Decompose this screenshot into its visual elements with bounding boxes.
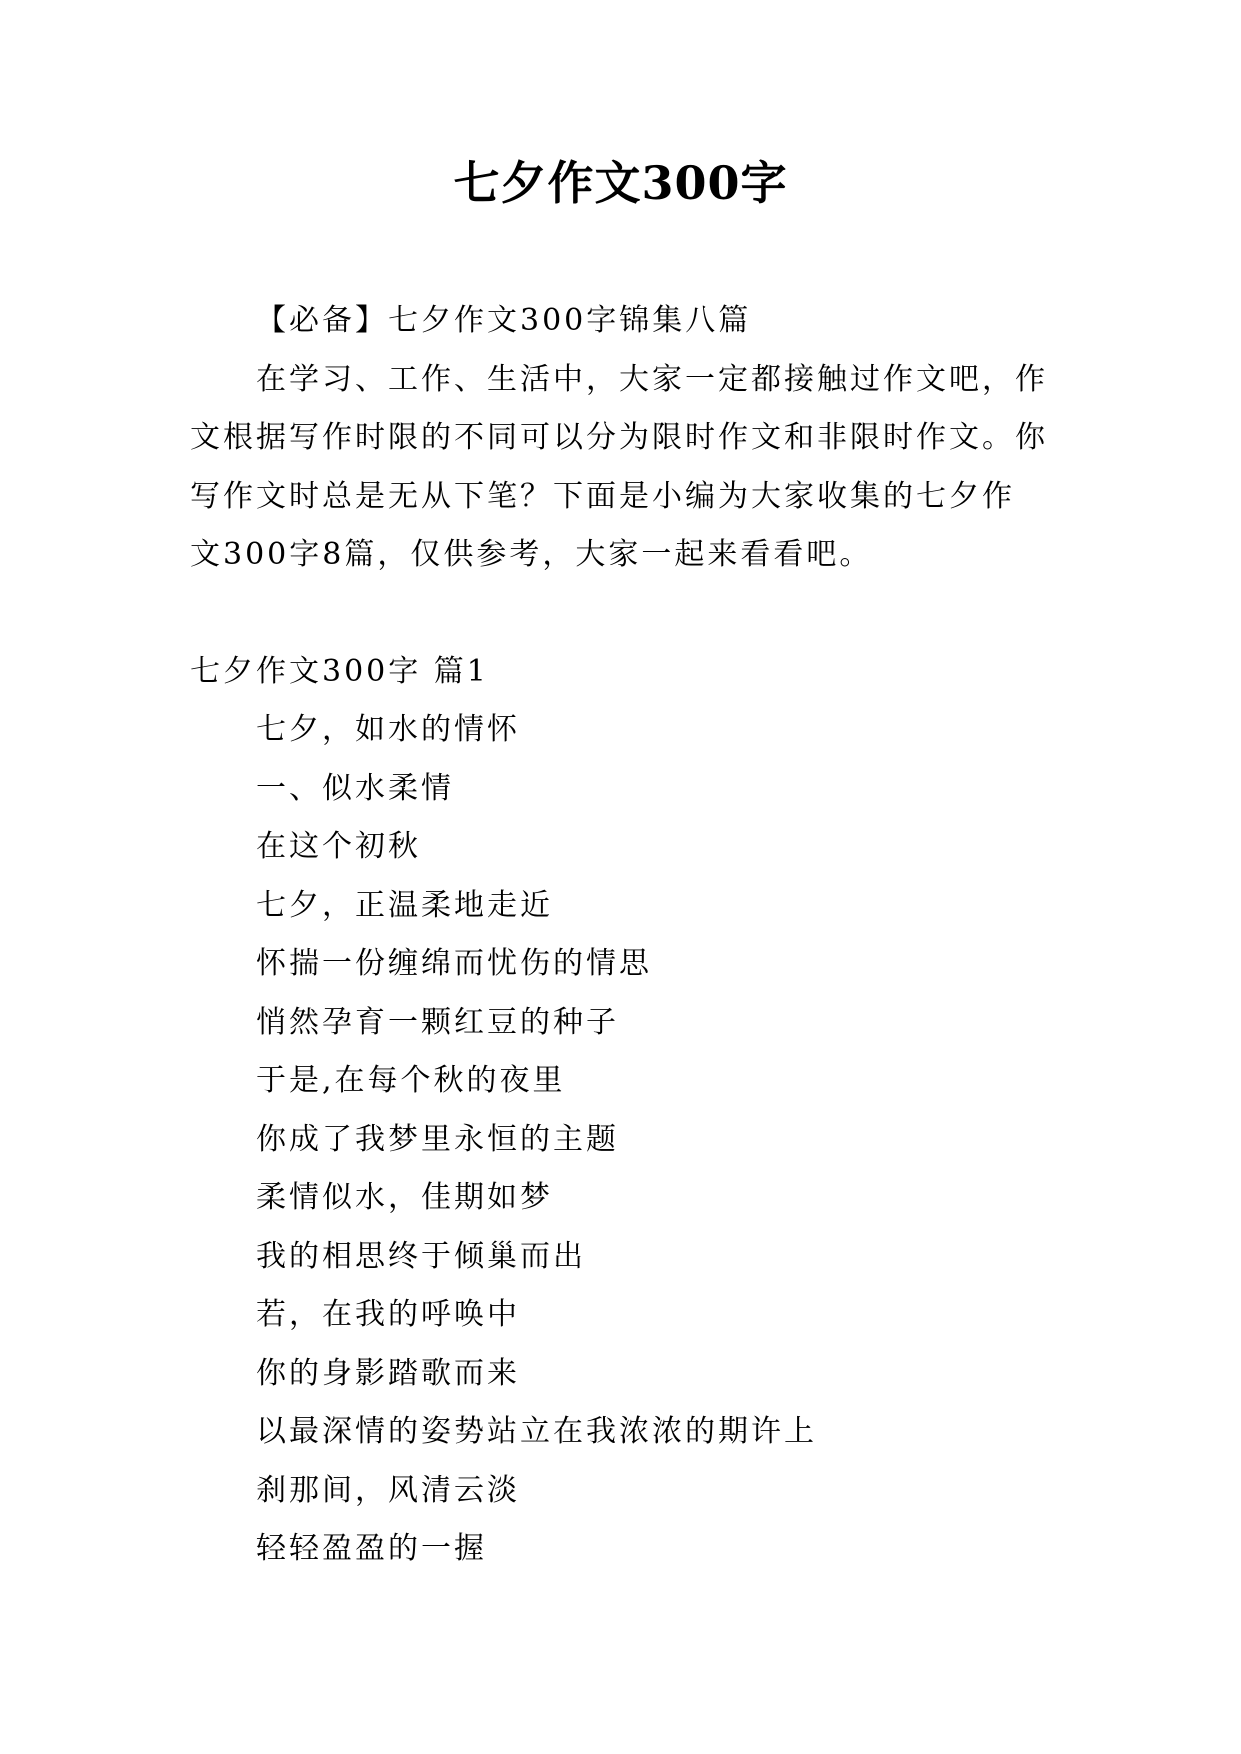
intro-paragraph [190,351,1052,585]
intro-line: 写作文时总是无从下笔？下面是小编为大家收集的七夕作 [190,478,1015,514]
poem-line: 你成了我梦里永恒的主题 [256,1121,619,1157]
document-body [190,292,1052,1579]
intro-line: 文300字8篇，仅供参考，大家一起来看看吧。 [190,537,873,572]
poem-line: 以最深情的姿势站立在我浓浓的期许上 [256,1414,817,1449]
poem-body [190,701,1052,1579]
poem-line: 七夕，正温柔地走近 [256,887,553,923]
poem-line: 你的身影踏歌而来 [256,1355,520,1391]
intro-line: 文根据写作时限的不同可以分为限时作文和非限时作文。你 [190,420,1048,455]
poem-line: 我的相思终于倾巢而出 [256,1238,586,1274]
poem-line: 怀揣一份缠绵而忧伤的情思 [256,946,652,981]
section-heading: 七夕作文300字 篇1 [190,653,489,689]
poem-line: 轻轻盈盈的一握 [256,1531,487,1566]
document-title: 七夕作文300字 [453,156,788,210]
poem-line: 一、似水柔情 [256,770,454,806]
poem-line: 刹那间，风清云淡 [256,1472,520,1508]
poem-line: 悄然孕育一颗红豆的种子 [256,1004,619,1040]
poem-line: 若，在我的呼唤中 [256,1297,520,1332]
poem-line: 柔情似水，佳期如梦 [256,1180,553,1215]
intro-line: 在学习、工作、生活中，大家一定都接触过作文吧，作 [256,361,1048,397]
paragraph-gap [190,585,1052,643]
document-subtitle: 【必备】七夕作文300字锦集八篇 [256,303,752,338]
poem-line: 于是,在每个秋的夜里 [256,1063,566,1098]
poem-line: 七夕，如水的情怀 [256,712,520,747]
poem-line: 在这个初秋 [256,829,421,864]
